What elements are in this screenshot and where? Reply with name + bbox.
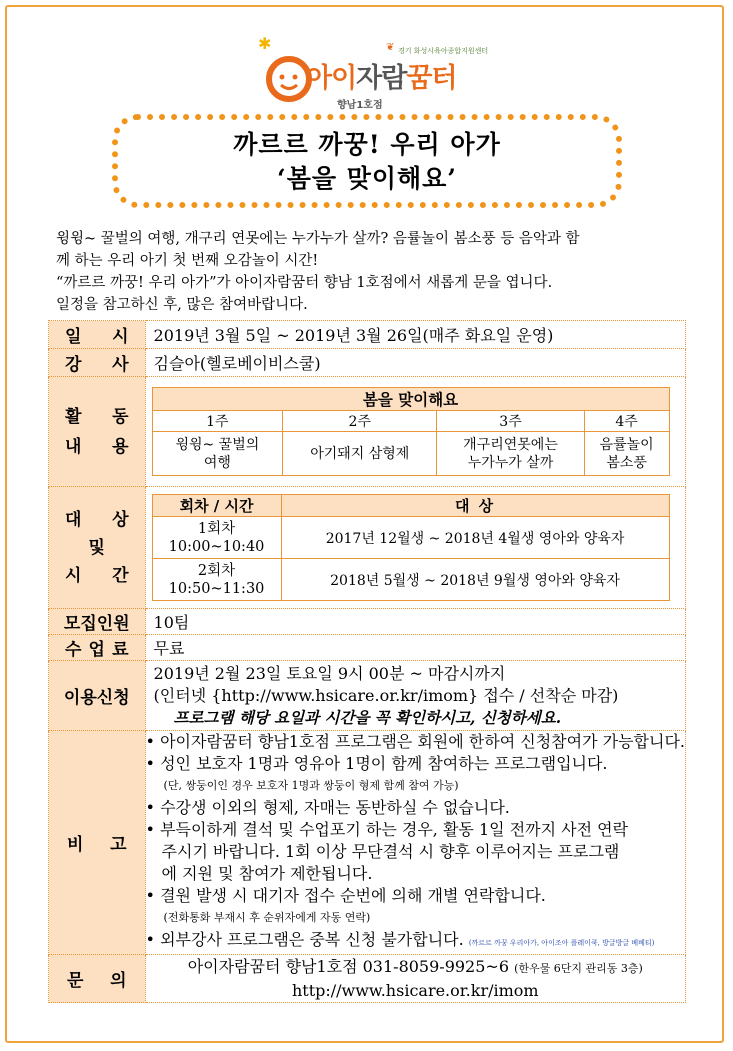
week-activity: 아기돼지 삼형제 — [283, 432, 437, 476]
logo-branch: 향남1호점 — [337, 100, 383, 111]
info-table — [48, 320, 686, 1003]
col-session: 회차 / 시간 — [152, 495, 281, 517]
intro-line: “까르르 까꿍! 우리 아가”가 아이자람꿈터 향남 1호점에서 새롭게 문을 엽니다. — [56, 275, 553, 291]
intro-text — [56, 228, 686, 316]
label-notes: 비 고 — [49, 731, 146, 955]
row-contact — [49, 955, 686, 1003]
activities-header: 봄을 맞이해요 — [152, 388, 669, 411]
value-instructor: 김슬아(헬로베이비스쿨) — [145, 349, 685, 377]
activities-table — [152, 387, 670, 476]
value-activities — [145, 377, 685, 487]
logo — [258, 34, 502, 111]
value-targets — [145, 487, 685, 609]
apply-line-3: 프로그램 해당 요일과 시간을 꼭 확인하시고, 신청하세요. — [173, 707, 562, 727]
value-recruit: 10팀 — [145, 609, 685, 635]
note-sub: (단, 쌍둥이인 경우 보호자 1명과 쌍둥이 형제 함께 참여 가능) — [163, 779, 459, 792]
row-instructor — [49, 349, 686, 377]
label-contact: 문 의 — [49, 955, 146, 1003]
intro-line: 께 하는 우리 아기 첫 번째 오감놀이 시간! — [56, 253, 319, 269]
row-recruit — [49, 609, 686, 635]
title-line-1: 까르르 까꿍! 우리 아가 — [233, 130, 501, 159]
label-targets: 대 상 및 시 간 — [49, 487, 146, 609]
target-row: 2회차 10:50~11:30 2018년 5월생 ~ 2018년 9월생 영아와 양육자 — [152, 559, 669, 601]
label-instructor: 강 사 — [49, 349, 146, 377]
label-apply: 이용신청 — [49, 661, 146, 731]
week-activity: 개구리연못에는 누가누가 살까 — [437, 432, 584, 476]
week-activity: 윙윙~ 꿀벌의 여행 — [152, 432, 283, 476]
label-activities: 활 동 내 용 — [49, 377, 146, 487]
row-activities — [49, 377, 686, 487]
row-schedule — [49, 321, 686, 349]
note-tiny: (까르르 까꿍 우리아가, 아이조아 플레이쿡, 방글방글 베베티) — [468, 939, 655, 947]
note-item: • 성인 보호자 1명과 영유아 1명이 함께 참여하는 프로그램입니다. — [145, 754, 608, 773]
org-leaf-icon: ❦ — [386, 42, 395, 53]
note-item-cont: 에 지원 및 참여가 제한됩니다. — [161, 864, 373, 883]
note-item: • 외부강사 프로그램은 중복 신청 불가합니다. (까르르 까꿍 우리아가, 아이조아 플레이쿡, 방글방글 베베티) — [145, 930, 655, 949]
note-item: • 아이자람꿈터 향남1호점 프로그램은 회원에 한하여 신청참여가 가능합니다. — [145, 732, 685, 751]
logo-star-icon: ✱ — [258, 34, 272, 53]
week-label: 3주 — [437, 411, 584, 432]
label-recruit: 모집인원 — [49, 609, 146, 635]
row-apply — [49, 661, 686, 731]
label-fee: 수 업 료 — [49, 635, 146, 661]
apply-line-1: 2019년 2월 23일 토요일 9시 00분 ~ 마감시까지 — [153, 663, 506, 683]
value-contact — [145, 955, 685, 1003]
targets-table — [152, 494, 670, 601]
note-item: • 결원 발생 시 대기자 접수 순번에 의해 개별 연락합니다. — [145, 886, 546, 905]
note-item: • 수강생 이외의 형제, 자매는 동반하실 수 없습니다. — [145, 798, 510, 817]
note-item: • 부득이하게 결석 및 수업포기 하는 경우, 활동 1일 전까지 사전 연락 — [145, 820, 629, 839]
contact-url: http://www.hsicare.or.kr/imom — [291, 980, 539, 1000]
apply-line-2: (인터넷 {http://www.hsicare.or.kr/imom} 접수 / 선착순 마감) — [153, 685, 619, 705]
logo-org-name: 경기 화성시육아종합지원센터 — [398, 47, 489, 55]
logo-title: 아이자람꿈터 — [306, 63, 457, 94]
value-notes — [145, 731, 685, 955]
note-item-cont: 주시기 바랍니다. 1회 이상 무단결석 시 향후 이루어지는 프로그램 — [161, 842, 620, 861]
value-apply — [145, 661, 685, 731]
week-activity: 음률놀이 봄소풍 — [584, 432, 669, 476]
note-sub: (전화통화 부재시 후 순위자에게 자동 연락) — [163, 911, 371, 924]
intro-line: 일정을 참고하신 후, 많은 참여바랍니다. — [56, 297, 308, 313]
row-fee — [49, 635, 686, 661]
label-schedule: 일 시 — [49, 321, 146, 349]
title-box — [112, 114, 622, 208]
target-row: 1회차 10:00~10:40 2017년 12월생 ~ 2018년 4월생 영아와 양육자 — [152, 517, 669, 559]
row-notes — [49, 731, 686, 955]
contact-line-1: 아이자람꿈터 향남1호점 031-8059-9925~6 (한우물 6단지 관리동 3층) — [187, 956, 643, 976]
week-label: 1주 — [152, 411, 283, 432]
value-fee: 무료 — [145, 635, 685, 661]
row-targets — [49, 487, 686, 609]
week-label: 4주 — [584, 411, 669, 432]
value-schedule: 2019년 3월 5일 ~ 2019년 3월 26일(매주 화요일 운영) — [145, 321, 685, 349]
col-target: 대 상 — [281, 495, 669, 517]
week-label: 2주 — [283, 411, 437, 432]
intro-line: 윙윙~ 꿀벌의 여행, 개구리 연못에는 누가누가 살까? 음률놀이 봄소풍 등 음악과 함 — [56, 231, 580, 247]
title-line-2: ‘봄을 맞이해요’ — [276, 164, 457, 193]
